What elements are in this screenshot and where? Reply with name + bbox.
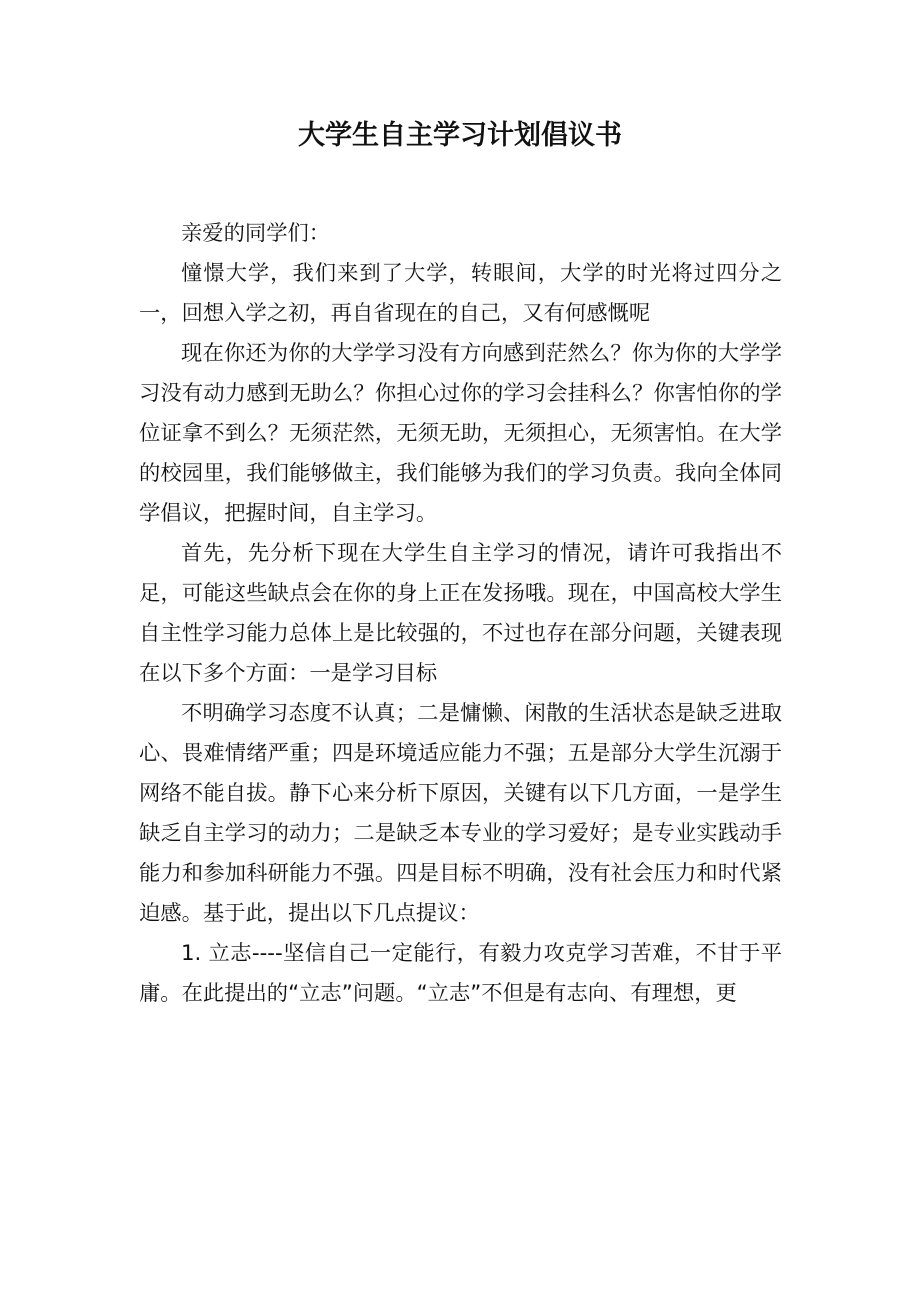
salutation: 亲爱的同学们：	[181, 221, 331, 246]
document-title: 大学生自主学习计划倡议书	[298, 120, 622, 151]
paragraph-2: 现在你还为你的大学学习没有方向感到茫然么？你为你的大学学习没有动力感到无助么？你担心过你的学习会挂科么？你害怕你的学位证拿不到么？无须茫然，无须无助，无须担心，无须害怕。在大学的校园里，我们能够做主，我们能够为我们的学习负责。我向全体同学倡议，把握时间，自主学习。	[139, 341, 782, 526]
paragraph-4: 不明确学习态度不认真；二是慵懒、闲散的生活状态是缺乏进取心、畏难情绪严重；四是环境适应能力不强；五是部分大学生沉溺于网络不能自拔。静下心来分析下原因，关键有以下几方面，一是学生缺乏自主学习的动力；二是缺乏本专业的学习爱好；是专业实践动手能力和参加科研能力不强。四是目标不明确，没有社会压力和时代紧迫感。基于此，提出以下几点提议：	[139, 701, 782, 926]
paragraph-3: 首先，先分析下现在大学生自主学习的情况，请许可我指出不足，可能这些缺点会在你的身上正在发扬哦。现在，中国高校大学生自主性学习能力总体上是比较强的，不过也存在部分问题，关键表现在以下多个方面：一是学习目标	[139, 541, 782, 686]
paragraph-1: 憧憬大学，我们来到了大学，转眼间，大学的时光将过四分之一，回想入学之初，再自省现在的自己，又有何感慨呢	[139, 261, 782, 326]
paragraph-5: 1. 立志----坚信自己一定能行，有毅力攻克学习苦难，不甘于平庸。在此提出的“立志”问题。“立志”不但是有志向、有理想，更	[139, 941, 782, 1006]
document-body	[139, 214, 782, 1014]
